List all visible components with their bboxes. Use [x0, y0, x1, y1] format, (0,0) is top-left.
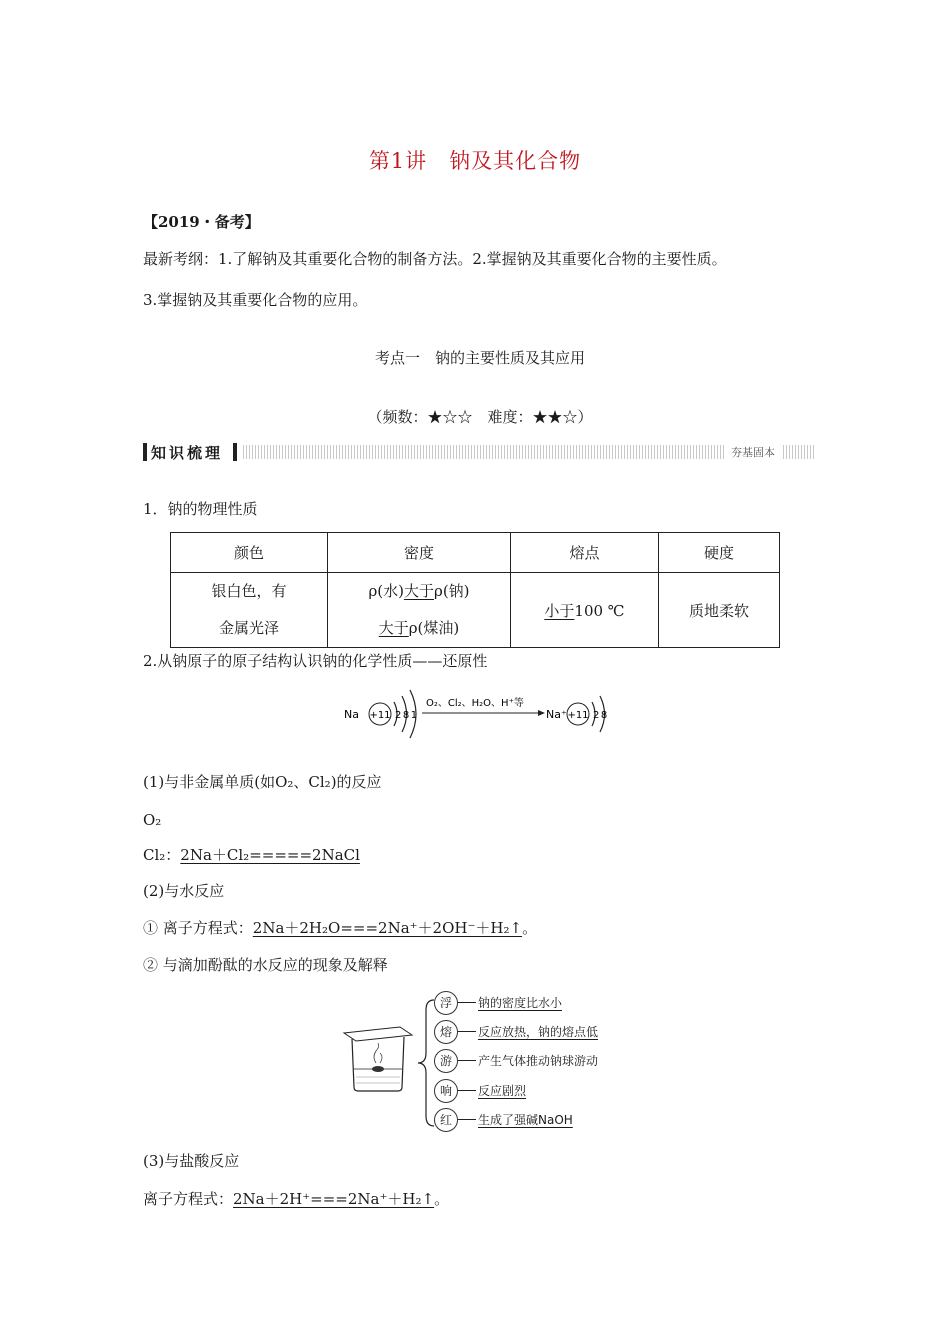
- glass-plate: [344, 1027, 412, 1041]
- table-cell-density: [328, 573, 511, 648]
- phenomenon-text: 反应放热，钠的熔点低: [478, 1025, 599, 1039]
- ionic-equation-line: [143, 918, 537, 938]
- syllabus-line-1: 最新考纲：1.了解钠及其重要化合物的制备方法。2.掌握钠及其重要化合物的主要性质。: [143, 250, 727, 268]
- atom-right-symbol: Na⁺: [546, 708, 567, 721]
- hcl-equation: 2Na＋2H⁺===2Na⁺＋H₂↑: [233, 1190, 435, 1208]
- connector-line: [458, 1002, 476, 1003]
- cl2-line: [143, 845, 360, 865]
- atom-left-shell-electrons: 281: [395, 710, 419, 721]
- section-bar-marker: [143, 443, 147, 461]
- phenomenon-char: 浮: [434, 991, 458, 1015]
- atom-left-nucleus-charge: +11: [369, 710, 391, 721]
- connector-line: [458, 1090, 476, 1091]
- phenomena-title: ② 与滴加酚酞的水反应的现象及解释: [143, 956, 388, 974]
- syllabus-line-2: 3.掌握钠及其重要化合物的应用。: [143, 291, 368, 309]
- density-answer: 大于: [378, 619, 409, 637]
- prep-tag: 【2019・备考】: [143, 213, 260, 231]
- beaker-illustration: [340, 1025, 420, 1095]
- frequency-difficulty: （频数：★☆☆ 难度：★★☆）: [367, 408, 593, 426]
- density-text: ρ(钠): [434, 582, 470, 600]
- item-chemical-properties: 2.从钠原子的原子结构认识钠的化学性质——还原性: [143, 652, 488, 670]
- phenomenon-text: 钠的密度比水小: [478, 996, 563, 1010]
- phenomena-brace: [414, 996, 436, 1130]
- sub-nonmetal-reaction: (1)与非金属单质(如O₂、Cl₂)的反应: [143, 773, 382, 791]
- connector-line: [458, 1031, 476, 1032]
- melting-text: 100 ℃: [574, 601, 625, 620]
- melting-answer: 小于: [544, 601, 575, 620]
- phenomenon-char: 熔: [434, 1020, 458, 1044]
- connector-line: [458, 1119, 476, 1120]
- phenomenon-char: 响: [434, 1079, 458, 1103]
- phenomenon-text: 生成了强碱NaOH: [478, 1113, 573, 1127]
- phenomenon-item: [434, 1020, 634, 1044]
- sub-water-reaction: (2)与水反应: [143, 882, 225, 900]
- table-header: 熔点: [511, 533, 659, 573]
- table-cell-color: [171, 573, 328, 648]
- table-header: 密度: [328, 533, 511, 573]
- atom-right-nucleus-charge: +11: [567, 710, 589, 721]
- ionic-end: 。: [522, 919, 538, 937]
- o2-label: O₂: [143, 811, 162, 829]
- page-title: 第1讲 钠及其化合物: [368, 149, 582, 173]
- phenomenon-text: 反应剧烈: [478, 1084, 527, 1098]
- gas-wisp: [374, 1043, 379, 1063]
- cl2-label: Cl₂：: [143, 846, 181, 864]
- sodium-ball: [372, 1066, 384, 1072]
- density-text: ρ(煤油): [408, 619, 460, 637]
- table-cell-melting: [511, 573, 659, 648]
- section-bar-tag: 夯基固本: [725, 444, 781, 460]
- color-line: 银白色，有: [211, 582, 287, 600]
- phenomenon-text: 产生气体推动钠球游动: [478, 1054, 599, 1068]
- properties-table: [170, 532, 780, 648]
- density-answer: 大于: [403, 582, 434, 600]
- hcl-label: 离子方程式：: [143, 1190, 234, 1208]
- phenomenon-item: [434, 1079, 634, 1103]
- ionic-equation: 2Na＋2H₂O===2Na⁺＋2OH⁻＋H₂↑: [252, 919, 523, 937]
- table-header: 硬度: [659, 533, 780, 573]
- table-cell-hardness: 质地柔软: [659, 573, 780, 648]
- table-header: 颜色: [171, 533, 328, 573]
- section-bar-label: 知识梳理: [151, 444, 224, 462]
- phenomenon-item: [434, 1049, 634, 1073]
- sub-hcl-reaction: (3)与盐酸反应: [143, 1152, 240, 1170]
- section-bar: [143, 441, 815, 463]
- reaction-arrow-head: [538, 710, 545, 716]
- hcl-equation-line: [143, 1189, 449, 1209]
- phenomenon-char: 红: [434, 1108, 458, 1132]
- section-bar-marker: [233, 443, 237, 461]
- phenomenon-item: [434, 1108, 634, 1132]
- phenomenon-char: 游: [434, 1049, 458, 1073]
- phenomenon-item: [434, 991, 634, 1015]
- reaction-arrow-label: O₂、Cl₂、H₂O、H⁺等: [426, 698, 524, 709]
- density-text: ρ(水): [368, 582, 404, 600]
- gas-wisp: [380, 1053, 382, 1063]
- atom-right-shell-electrons: 28: [593, 710, 609, 721]
- atom-structure-diagram: [340, 680, 620, 750]
- atom-left-symbol: Na: [344, 708, 359, 721]
- ionic-label: ① 离子方程式：: [143, 919, 253, 937]
- hcl-end: 。: [434, 1190, 450, 1208]
- item-physical-properties: 1．钠的物理性质: [143, 500, 258, 518]
- topic-heading: 考点一 钠的主要性质及其应用: [374, 349, 585, 367]
- connector-line: [458, 1060, 476, 1061]
- cl2-equation: 2Na＋Cl₂=====2NaCl: [180, 846, 360, 864]
- color-line: 金属光泽: [218, 619, 279, 637]
